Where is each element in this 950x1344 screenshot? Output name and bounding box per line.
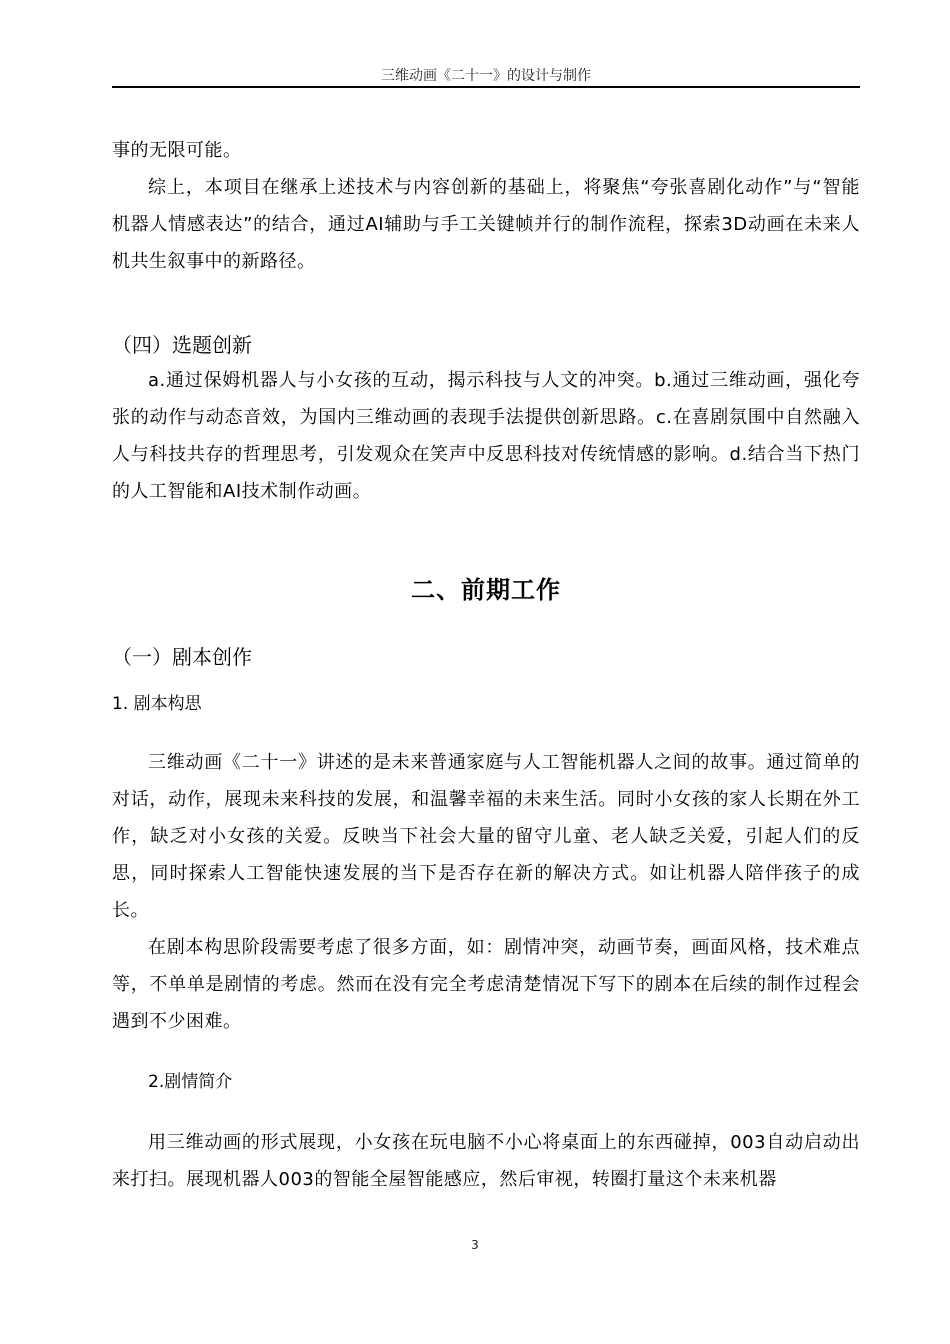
paragraph-topic-innovation: a.通过保姆机器人与小女孩的互动，揭示科技与人文的冲突。b.通过三维动画，强化夸张的动作与动态音效，为国内三维动画的表现手法提供创新思路。c.在喜剧氛围中自然融入人与科技共存的哲理思考，引发观众在笑声中反思科技对传统情感的影响。d.结合当下热门的人工智能和AI技术制作动画。 (112, 370, 860, 502)
paragraph-script-concept: 三维动画《二十一》讲述的是未来普通家庭与人工智能机器人之间的故事。通过简单的对话，动作，展现未来科技的发展，和温馨幸福的未来生活。同时小女孩的家人长期在外工作，缺乏对小女孩的关爱。反映当下社会大量的留守儿童、老人缺乏关爱，引起人们的反思，同时探索人工智能快速发展的当下是否存在新的解决方式。如让机器人陪伴孩子的成长。 (112, 752, 860, 921)
section-heading-script-writing: （一）剧本创作 (112, 645, 252, 669)
header-divider (112, 86, 860, 88)
subheading-plot-synopsis: 2.剧情简介 (148, 1072, 233, 1092)
paragraph-summary: 综上，本项目在继承上述技术与内容创新的基础上，将聚焦“夸张喜剧化动作”与“智能机器人情感表达”的结合，通过AI辅助与手工关键帧并行的制作流程，探索3D动画在未来人机共生叙事中的新路径。 (112, 177, 860, 272)
paragraph-continuation: 事的无限可能。 (112, 140, 242, 161)
page-number: 3 (471, 1238, 479, 1252)
paragraph-plot-synopsis: 用三维动画的形式展现，小女孩在玩电脑不小心将桌面上的东西碰掉，003自动启动出来打扫。展现机器人003的智能全屋智能感应，然后审视，转圈打量这个未来机器 (112, 1132, 860, 1190)
running-header: 三维动画《二十一》的设计与制作 (381, 68, 591, 84)
page-body (112, 132, 860, 1198)
chapter-heading-preproduction: 二、前期工作 (411, 576, 561, 604)
section-heading-topic-innovation: （四）选题创新 (112, 333, 252, 357)
paragraph-script-considerations: 在剧本构思阶段需要考虑了很多方面，如：剧情冲突，动画节奏，画面风格，技术难点等，不单单是剧情的考虑。然而在没有完全考虑清楚情况下写下的剧本在后续的制作过程会遇到不少困难。 (112, 937, 860, 1032)
subheading-script-concept: 1. 剧本构思 (112, 694, 202, 714)
